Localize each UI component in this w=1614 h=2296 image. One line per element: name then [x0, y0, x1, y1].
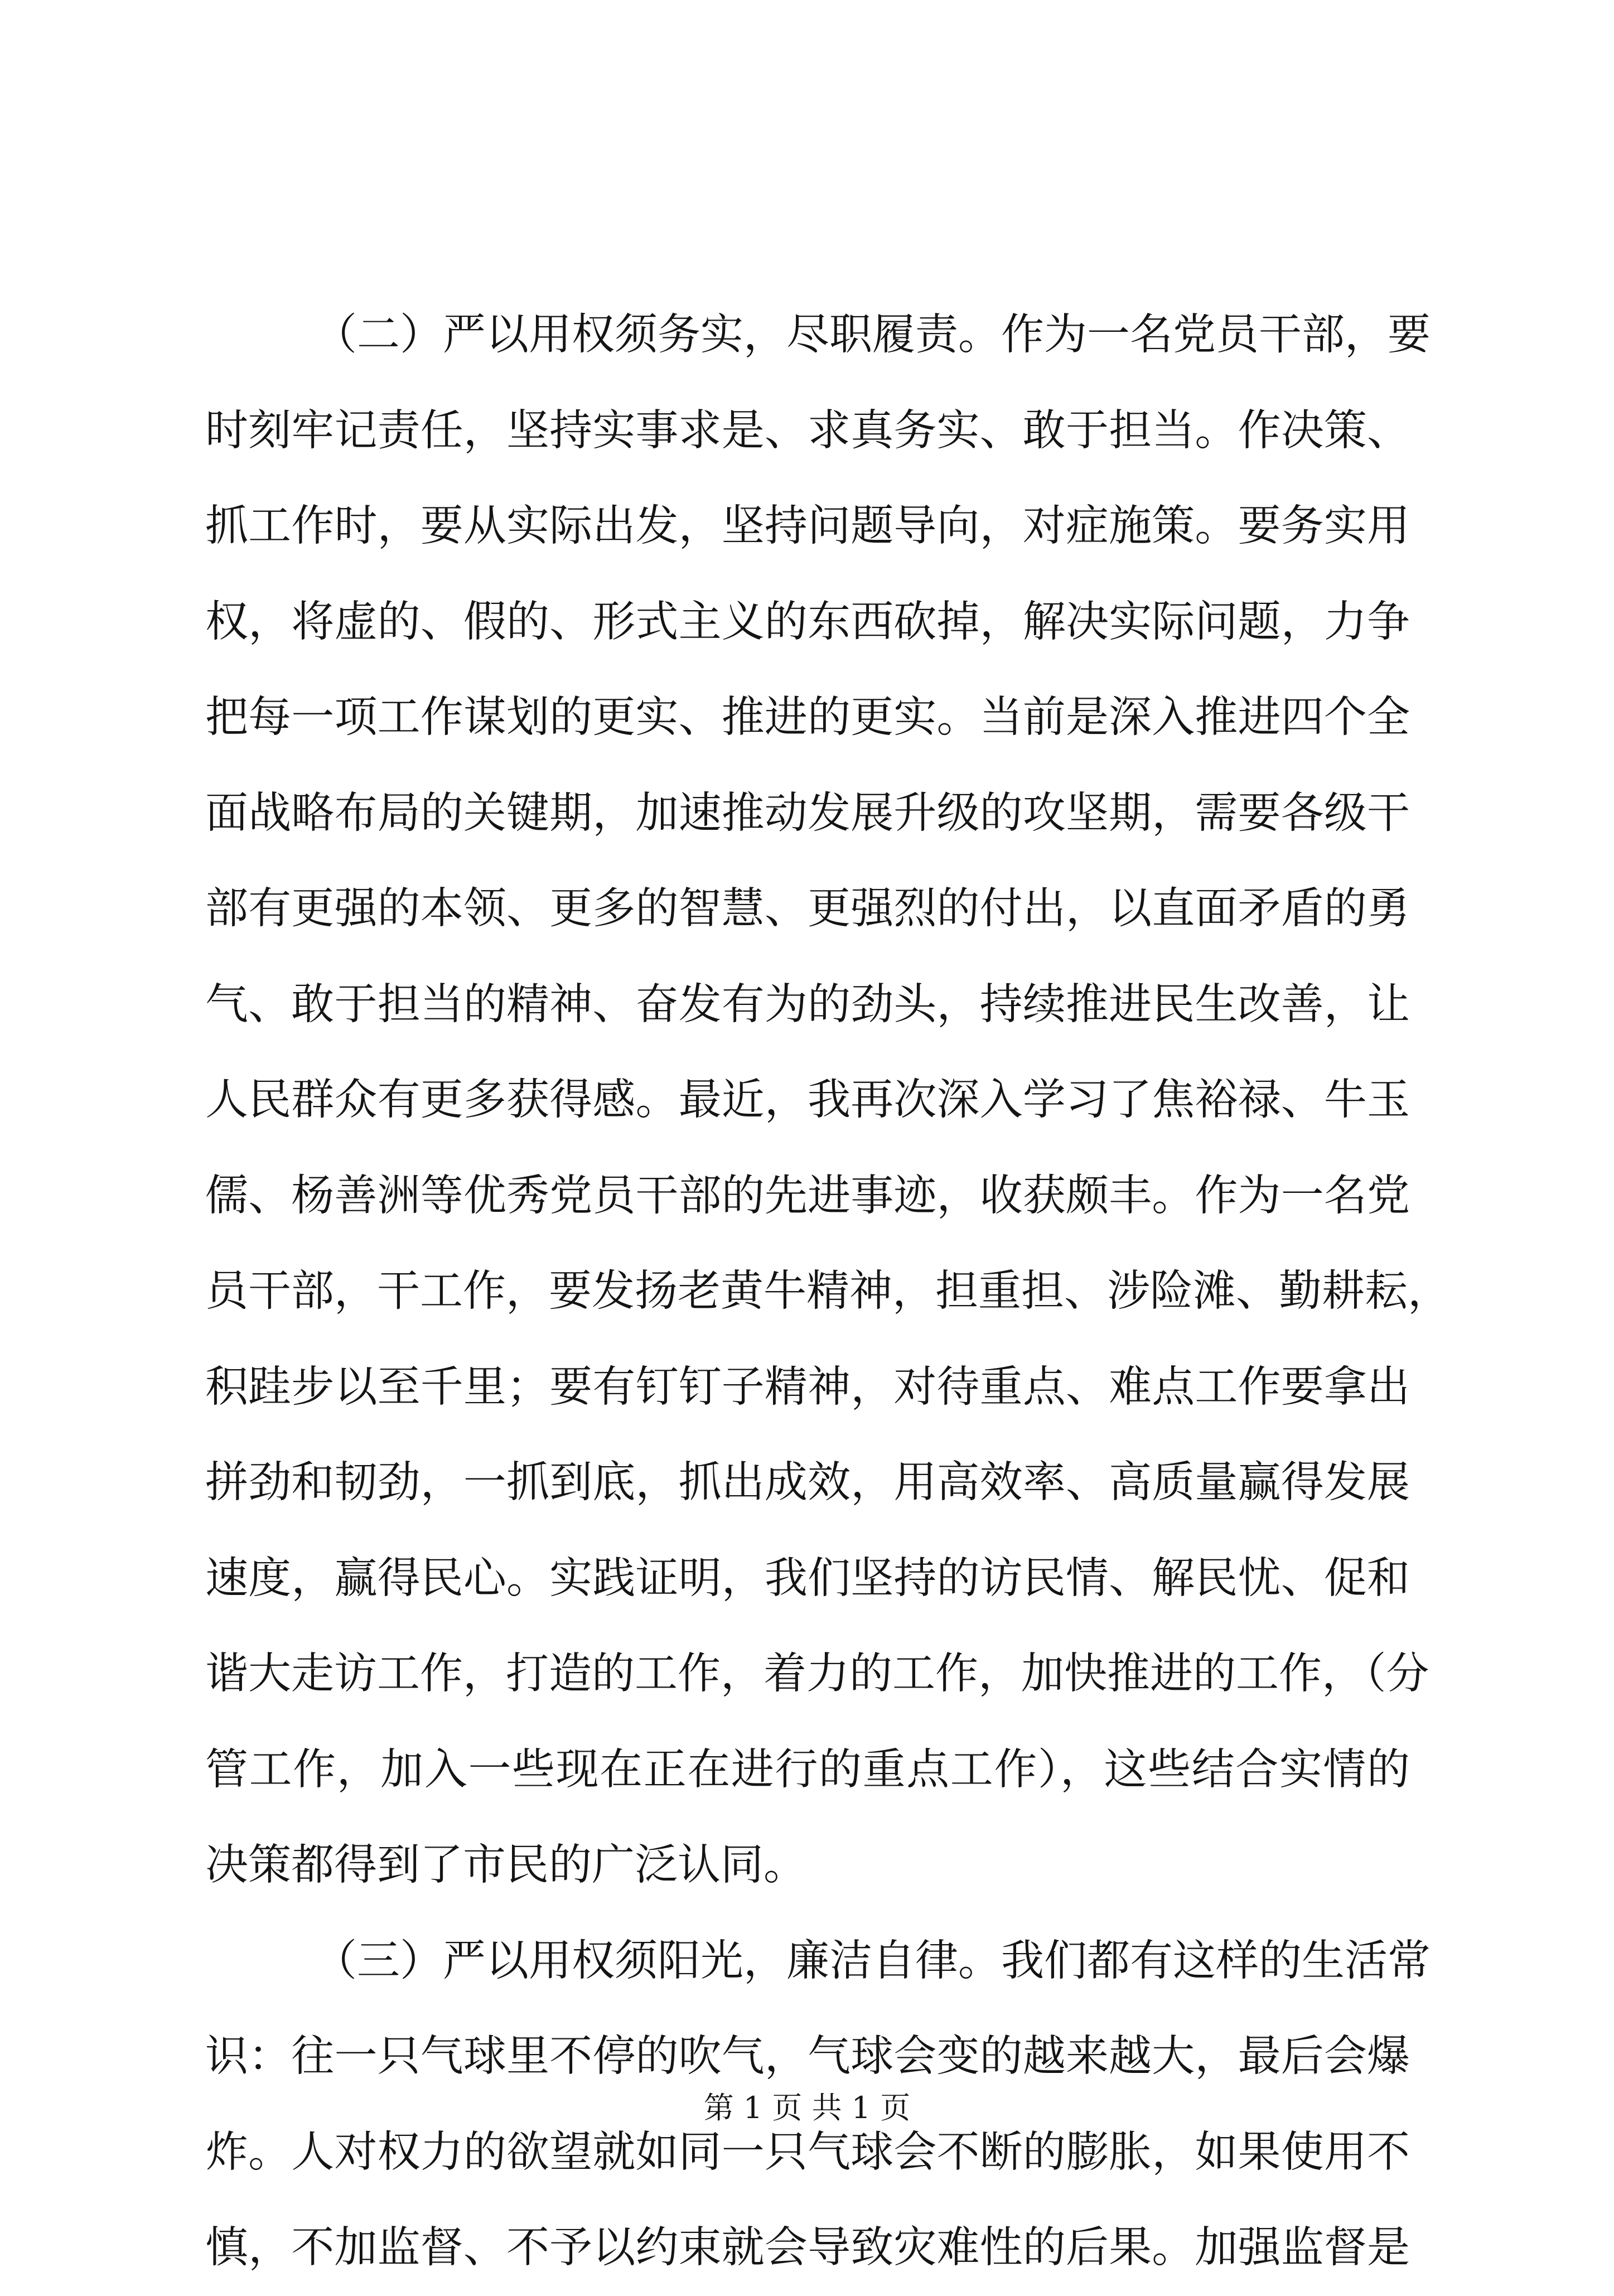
- paragraph-2-line: 把每一项工作谋划的更实、推进的更实。当前是深入推进四个全: [205, 693, 1410, 742]
- paragraph-3-line: 慎，不加监督、不予以约束就会导致灾难性的后果。加强监督是: [205, 2223, 1410, 2273]
- paragraph-2-line: 谐大走访工作，打造的工作，着力的工作，加快推进的工作，（分: [205, 1649, 1429, 1699]
- paragraph-2-line: 气、敢于担当的精神、奋发有为的劲头，持续推进民生改善，让: [205, 979, 1410, 1029]
- paragraph-3-line: 识：往一只气球里不停的吹气，气球会变的越来越大，最后会爆: [205, 2032, 1410, 2081]
- paragraph-2-line: （二）严以用权须务实，尽职履责。作为一名党员干部，要: [314, 310, 1431, 360]
- paragraph-2-line: 时刻牢记责任，坚持实事求是、求真务实、敢于担当。作决策、: [205, 405, 1410, 456]
- paragraph-2-line: 人民群众有更多获得感。最近，我再次深入学习了焦裕禄、牛玉: [205, 1075, 1410, 1125]
- paragraph-2-line: 员干部，干工作，要发扬老黄牛精神，担重担、涉险滩、勤耕耘，: [205, 1267, 1451, 1316]
- paragraph-3-line: （三）严以用权须阳光，廉洁自律。我们都有这样的生活常: [314, 1936, 1431, 1986]
- paragraph-3-line: 炸。人对权力的欲望就如同一只气球会不断的膨胀，如果使用不: [205, 2127, 1410, 2177]
- paragraph-2-line: 儒、杨善洲等优秀党员干部的先进事迹，收获颇丰。作为一名党: [205, 1171, 1410, 1221]
- body-text: [205, 287, 1451, 2296]
- paragraph-2-line: 权，将虚的、假的、形式主义的东西砍掉，解决实际问题，力争: [205, 597, 1410, 647]
- paragraph-2-line: 速度，赢得民心。实践证明，我们坚持的访民情、解民忧、促和: [205, 1553, 1410, 1603]
- paragraph-2-line: 抓工作时，要从实际出发，坚持问题导向，对症施策。要务实用: [205, 501, 1410, 551]
- paragraph-2-line: 部有更强的本领、更多的智慧、更强烈的付出，以直面矛盾的勇: [205, 884, 1410, 934]
- paragraph-2-line: 积跬步以至千里；要有钉钉子精神，对待重点、难点工作要拿出: [205, 1362, 1410, 1412]
- paragraph-2-line: 面战略布局的关键期，加速推动发展升级的攻坚期，需要各级干: [205, 788, 1410, 838]
- paragraph-2-line: 管工作，加入一些现在正在进行的重点工作），这些结合实情的: [205, 1744, 1410, 1795]
- paragraph-2-line: 拼劲和韧劲，一抓到底，抓出成效，用高效率、高质量赢得发展: [205, 1458, 1410, 1507]
- page-footer: 第 1 页 共 1 页: [703, 2090, 911, 2125]
- paragraph-2-line: 决策都得到了市民的广泛认同。: [205, 1840, 806, 1890]
